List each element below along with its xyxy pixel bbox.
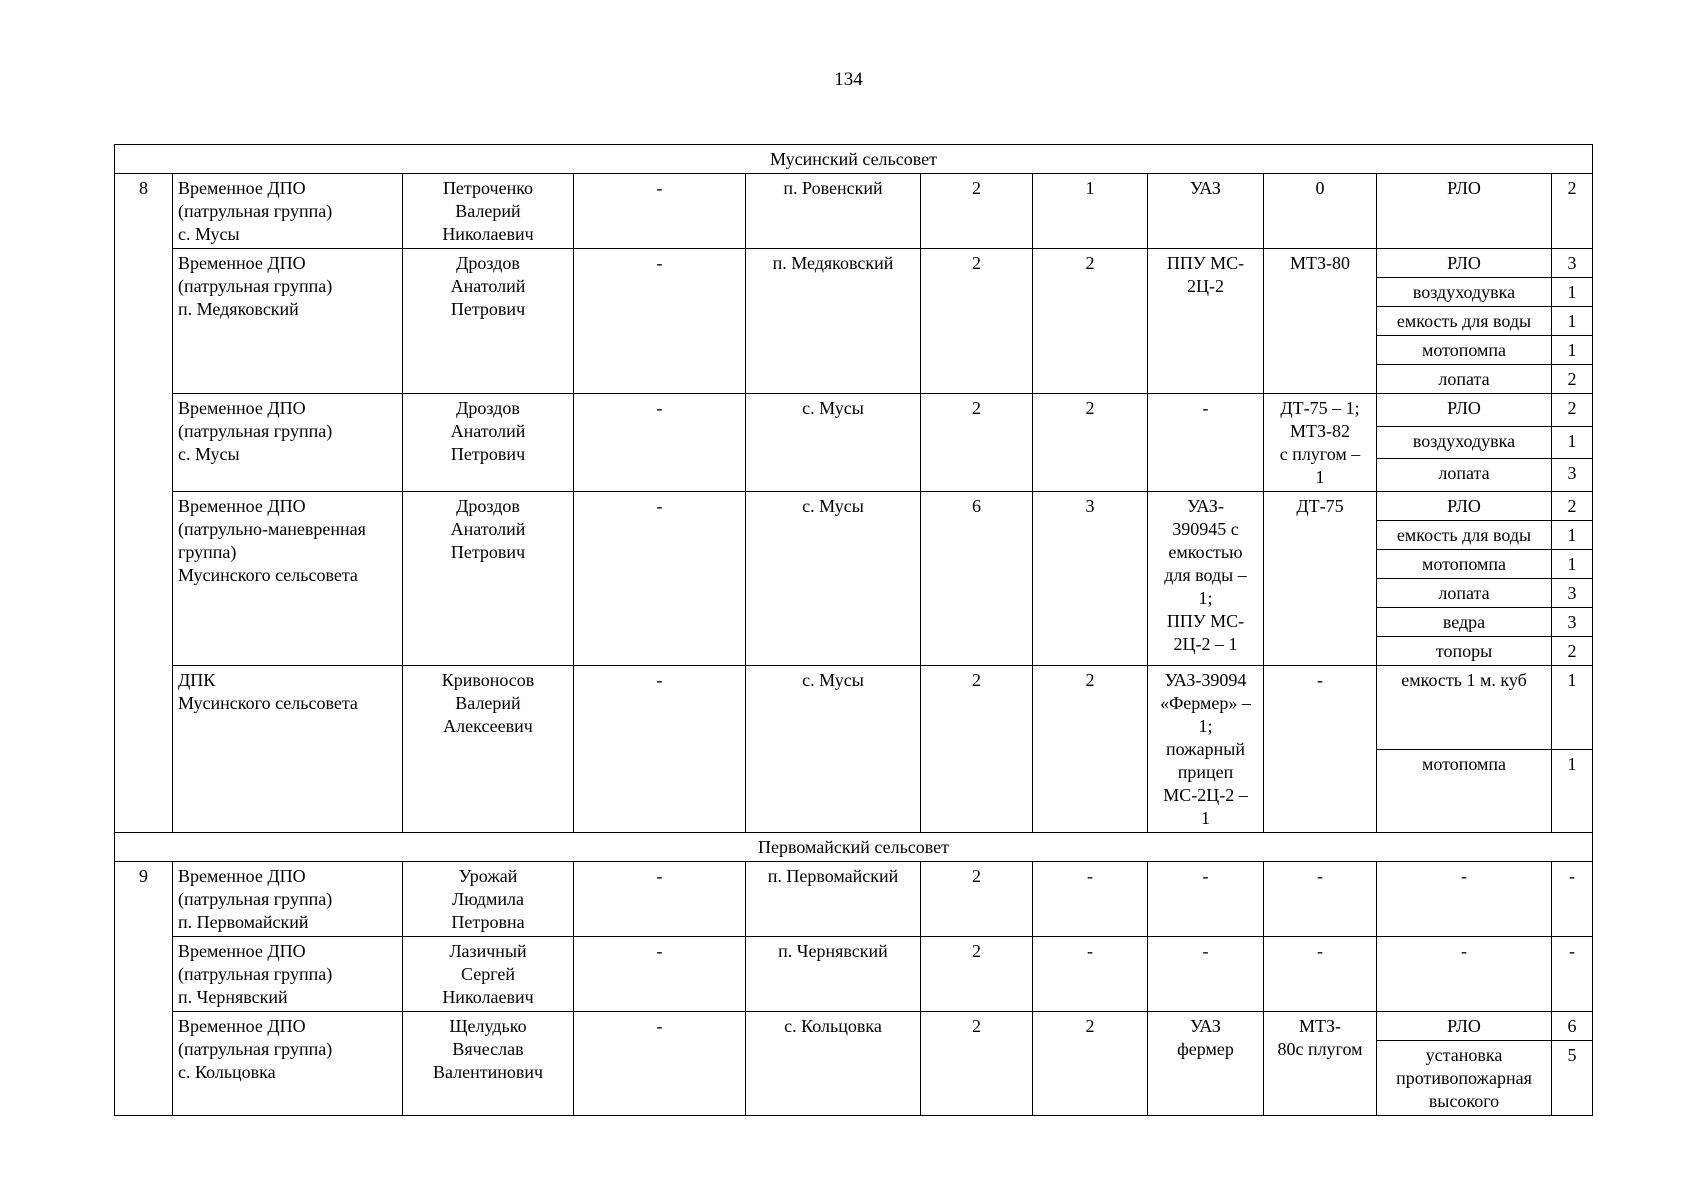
equipment-qty: - (1552, 937, 1593, 1012)
unit-location: с. Мусы (746, 666, 921, 833)
unit-crews: 2 (1033, 394, 1148, 492)
equipment-name: лопата (1377, 459, 1552, 492)
equipment-name: РЛО (1377, 249, 1552, 278)
unit-vehicles: ППУ МС- 2Ц-2 (1148, 249, 1264, 394)
unit-name: Временное ДПО (патрульно-маневренная группа) Мусинского сельсовета (173, 492, 403, 666)
section-title: Первомайский сельсовет (115, 833, 1593, 862)
table-row (115, 666, 1593, 750)
unit-phone: - (574, 249, 746, 394)
unit-people: 2 (921, 862, 1033, 937)
equipment-name: емкость 1 м. куб (1377, 666, 1552, 750)
unit-tractors: - (1264, 666, 1377, 833)
equipment-qty: 5 (1552, 1041, 1593, 1116)
equipment-qty: 6 (1552, 1012, 1593, 1041)
equipment-qty: 2 (1552, 637, 1593, 666)
unit-head: Петроченко Валерий Николаевич (403, 174, 574, 249)
equipment-qty: 1 (1552, 666, 1593, 750)
unit-tractors: 0 (1264, 174, 1377, 249)
equipment-name: воздуходувка (1377, 426, 1552, 459)
unit-vehicles: - (1148, 862, 1264, 937)
page-number: 134 (834, 69, 863, 90)
unit-phone: - (574, 174, 746, 249)
unit-name: Временное ДПО (патрульная группа) с. Мусы (173, 394, 403, 492)
unit-name: ДПК Мусинского сельсовета (173, 666, 403, 833)
unit-people: 6 (921, 492, 1033, 666)
unit-people: 2 (921, 249, 1033, 394)
section-header-row (115, 833, 1593, 862)
unit-head: Кривоносов Валерий Алексеевич (403, 666, 574, 833)
unit-head: Дроздов Анатолий Петрович (403, 492, 574, 666)
table-row (115, 394, 1593, 427)
unit-location: с. Кольцовка (746, 1012, 921, 1116)
equipment-qty: 3 (1552, 608, 1593, 637)
equipment-name: воздуходувка (1377, 278, 1552, 307)
equipment-qty: 3 (1552, 459, 1593, 492)
unit-phone: - (574, 937, 746, 1012)
unit-location: п. Чернявский (746, 937, 921, 1012)
unit-vehicles: УАЗ-39094 «Фермер» – 1; пожарный прицеп МС-2Ц-2 – 1 (1148, 666, 1264, 833)
equipment-name: емкость для воды (1377, 521, 1552, 550)
unit-phone: - (574, 666, 746, 833)
equipment-name: РЛО (1377, 394, 1552, 427)
unit-crews: 2 (1033, 666, 1148, 833)
equipment-name: ведра (1377, 608, 1552, 637)
table-row (115, 937, 1593, 1012)
unit-crews: 1 (1033, 174, 1148, 249)
equipment-name: РЛО (1377, 1012, 1552, 1041)
table-row (115, 249, 1593, 278)
unit-tractors: - (1264, 862, 1377, 937)
unit-crews: - (1033, 862, 1148, 937)
table-row (115, 174, 1593, 249)
table-row (115, 492, 1593, 521)
equipment-qty: 1 (1552, 307, 1593, 336)
unit-location: с. Мусы (746, 492, 921, 666)
equipment-qty: 2 (1552, 394, 1593, 427)
equipment-qty: 2 (1552, 174, 1593, 249)
equipment-name: установка противопожарная высокого (1377, 1041, 1552, 1116)
equipment-qty: 2 (1552, 492, 1593, 521)
section-header-row (115, 145, 1593, 174)
equipment-qty: 1 (1552, 426, 1593, 459)
unit-crews: 2 (1033, 1012, 1148, 1116)
equipment-qty: 1 (1552, 521, 1593, 550)
equipment-qty: 1 (1552, 749, 1593, 833)
unit-name: Временное ДПО (патрульная группа) п. Чернявский (173, 937, 403, 1012)
section-title: Мусинский сельсовет (115, 145, 1593, 174)
unit-location: с. Мусы (746, 394, 921, 492)
unit-vehicles: УАЗ (1148, 174, 1264, 249)
fire-units-table (114, 144, 1593, 1116)
unit-head: Дроздов Анатолий Петрович (403, 394, 574, 492)
equipment-qty: 1 (1552, 550, 1593, 579)
equipment-name: лопата (1377, 579, 1552, 608)
equipment-name: РЛО (1377, 174, 1552, 249)
unit-name: Временное ДПО (патрульная группа) с. Кольцовка (173, 1012, 403, 1116)
equipment-qty: - (1552, 862, 1593, 937)
unit-people: 2 (921, 937, 1033, 1012)
equipment-qty: 3 (1552, 579, 1593, 608)
equipment-name: мотопомпа (1377, 550, 1552, 579)
unit-tractors: - (1264, 937, 1377, 1012)
unit-location: п. Ровенский (746, 174, 921, 249)
unit-people: 2 (921, 1012, 1033, 1116)
equipment-qty: 2 (1552, 365, 1593, 394)
equipment-name: - (1377, 862, 1552, 937)
equipment-qty: 1 (1552, 336, 1593, 365)
table-row (115, 1012, 1593, 1041)
unit-tractors: МТЗ- 80с плугом (1264, 1012, 1377, 1116)
section-number: 9 (115, 862, 173, 1116)
equipment-name: РЛО (1377, 492, 1552, 521)
unit-vehicles: - (1148, 937, 1264, 1012)
equipment-name: мотопомпа (1377, 336, 1552, 365)
unit-head: Урожай Людмила Петровна (403, 862, 574, 937)
unit-vehicles: - (1148, 394, 1264, 492)
unit-people: 2 (921, 174, 1033, 249)
equipment-qty: 1 (1552, 278, 1593, 307)
unit-tractors: ДТ-75 – 1; МТЗ-82 с плугом – 1 (1264, 394, 1377, 492)
section-number: 8 (115, 174, 173, 833)
unit-tractors: МТЗ-80 (1264, 249, 1377, 394)
unit-tractors: ДТ-75 (1264, 492, 1377, 666)
unit-phone: - (574, 492, 746, 666)
unit-phone: - (574, 1012, 746, 1116)
unit-phone: - (574, 862, 746, 937)
equipment-name: емкость для воды (1377, 307, 1552, 336)
equipment-name: мотопомпа (1377, 749, 1552, 833)
unit-phone: - (574, 394, 746, 492)
unit-location: п. Первомайский (746, 862, 921, 937)
unit-crews: 2 (1033, 249, 1148, 394)
unit-people: 2 (921, 666, 1033, 833)
unit-crews: - (1033, 937, 1148, 1012)
unit-name: Временное ДПО (патрульная группа) п. Медяковский (173, 249, 403, 394)
unit-head: Дроздов Анатолий Петрович (403, 249, 574, 394)
equipment-name: топоры (1377, 637, 1552, 666)
equipment-qty: 3 (1552, 249, 1593, 278)
unit-people: 2 (921, 394, 1033, 492)
unit-location: п. Медяковский (746, 249, 921, 394)
unit-head: Лазичный Сергей Николаевич (403, 937, 574, 1012)
equipment-name: лопата (1377, 365, 1552, 394)
unit-vehicles: УАЗ фермер (1148, 1012, 1264, 1116)
unit-name: Временное ДПО (патрульная группа) с. Мусы (173, 174, 403, 249)
table-body (115, 145, 1593, 1116)
unit-crews: 3 (1033, 492, 1148, 666)
unit-head: Щелудько Вячеслав Валентинович (403, 1012, 574, 1116)
table-row (115, 862, 1593, 937)
unit-name: Временное ДПО (патрульная группа) п. Первомайский (173, 862, 403, 937)
equipment-name: - (1377, 937, 1552, 1012)
unit-vehicles: УАЗ- 390945 с емкостью для воды – 1; ППУ МС- 2Ц-2 – 1 (1148, 492, 1264, 666)
